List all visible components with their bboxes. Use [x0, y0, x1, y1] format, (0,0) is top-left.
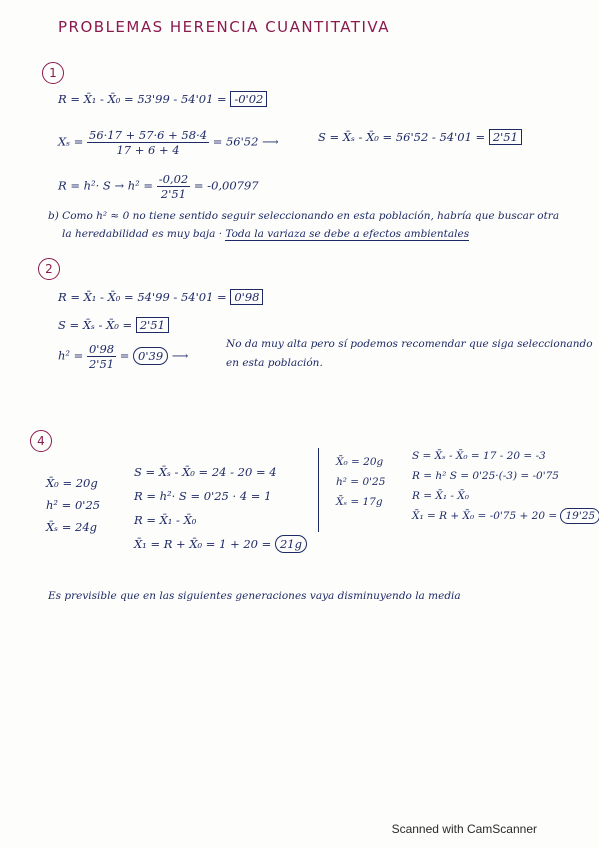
p2-s-result: 2'51 [136, 317, 169, 333]
p1-r-equation: R = X̄₁ - X̄₀ = 53'99 - 54'01 = -0'02 [58, 92, 267, 106]
p4-given-xs: X̄ₛ = 24g [46, 520, 98, 534]
p4-r-definition: R = X̄₁ - X̄₀ [134, 513, 197, 527]
p1-xs-equation: Xₛ = $\frac{56\cdot 17 + 57\cdot 6 + 58\cdot 4}{17 + 6 + 4}$ = 56'52 ⟶ [58, 128, 279, 157]
page-title: PROBLEMAS HERENCIA CUANTITATIVA [58, 18, 390, 36]
p4-r2-equation: R = h² S = 0'25·(-3) = -0'75 [412, 470, 559, 482]
p2-h-equation: h² = $\frac{0'98}{2'51}$ = 0'39 ⟶ [58, 342, 189, 371]
column-divider [318, 448, 319, 532]
p2-h-result: 0'39 [133, 347, 168, 365]
p4-given-data-2 [336, 452, 385, 512]
p4-calculation-2 [412, 446, 599, 526]
p4-given2-xs: X̄ₛ = 17g [336, 496, 383, 508]
p4-x1-2-equation: X̄₁ = R + X̄₀ = -0'75 + 20 = 19'25 [412, 506, 599, 526]
p4-s2-equation: S = X̄ₛ - X̄₀ = 17 - 20 = -3 [412, 450, 546, 462]
p4-x1-result: 21g [275, 535, 307, 553]
p4-given2-h2: h² = 0'25 [336, 476, 386, 488]
p2-s-equation: S = X̄ₛ - X̄₀ = 2'51 [58, 318, 169, 332]
arrow-icon: ⟶ [262, 134, 279, 149]
p4-given-x0: X̄₀ = 20g [46, 476, 98, 490]
p4-given-data [46, 472, 100, 538]
p4-calculation [134, 460, 307, 556]
p4-r-equation: R = h²· S = 0'25 · 4 = 1 [134, 489, 272, 503]
scanner-watermark: Scanned with CamScanner [391, 822, 537, 836]
p1-s-equation: S = X̄ₛ - X̄₀ = 56'52 - 54'01 = 2'51 [318, 130, 522, 144]
p1-h-fraction: $\frac{-0,02}{2'51}$ [158, 172, 189, 201]
p2-note-line2: en esta población. [226, 357, 323, 369]
p1-answer-b-line2: la heredabilidad es muy baja · Toda la variaza se debe a efectos ambientales [62, 228, 470, 240]
p4-given-h2: h² = 0'25 [46, 498, 101, 512]
p4-x1-equation: X̄₁ = R + X̄₀ = 1 + 20 = 21g [134, 532, 307, 556]
p4-s-equation: S = X̄ₛ - X̄₀ = 24 - 20 = 4 [134, 465, 277, 479]
p4-given2-x0: X̄₀ = 20g [336, 456, 384, 468]
p4-x1-2-result: 19'25 [560, 508, 599, 524]
p1-xs-fraction: $\frac{56\cdot 17 + 57\cdot 6 + 58\cdot 4}{17 + 6 + 4}$ [89, 128, 208, 157]
p2-r-result: 0'98 [230, 289, 263, 305]
p1-r-result: -0'02 [230, 91, 267, 107]
p1-s-result: 2'51 [489, 129, 522, 145]
arrow-icon: ⟶ [171, 348, 189, 363]
p4-r2-definition: R = X̄₁ - X̄₀ [412, 490, 469, 502]
problem-number-4: 4 [30, 430, 52, 452]
p4-conclusion: Es previsible que en las siguientes generaciones vaya disminuyendo la media [48, 590, 461, 602]
p2-h-fraction: $\frac{0'98}{2'51}$ [88, 342, 115, 371]
p1-h-equation: R = h²· S → h² = $\frac{-0,02}{2'51}$ = -0,00797 [58, 172, 259, 201]
p2-note-line1: No da muy alta pero sí podemos recomendar que siga seleccionando [226, 338, 593, 350]
p1-answer-b-line1: b) Como h² ≈ 0 no tiene sentido seguir seleccionando en esta población, habría que buscar otra [48, 210, 560, 222]
problem-number-1: 1 [42, 62, 64, 84]
p2-r-equation: R = X̄₁ - X̄₀ = 54'99 - 54'01 = 0'98 [58, 290, 263, 304]
problem-number-2: 2 [38, 258, 60, 280]
